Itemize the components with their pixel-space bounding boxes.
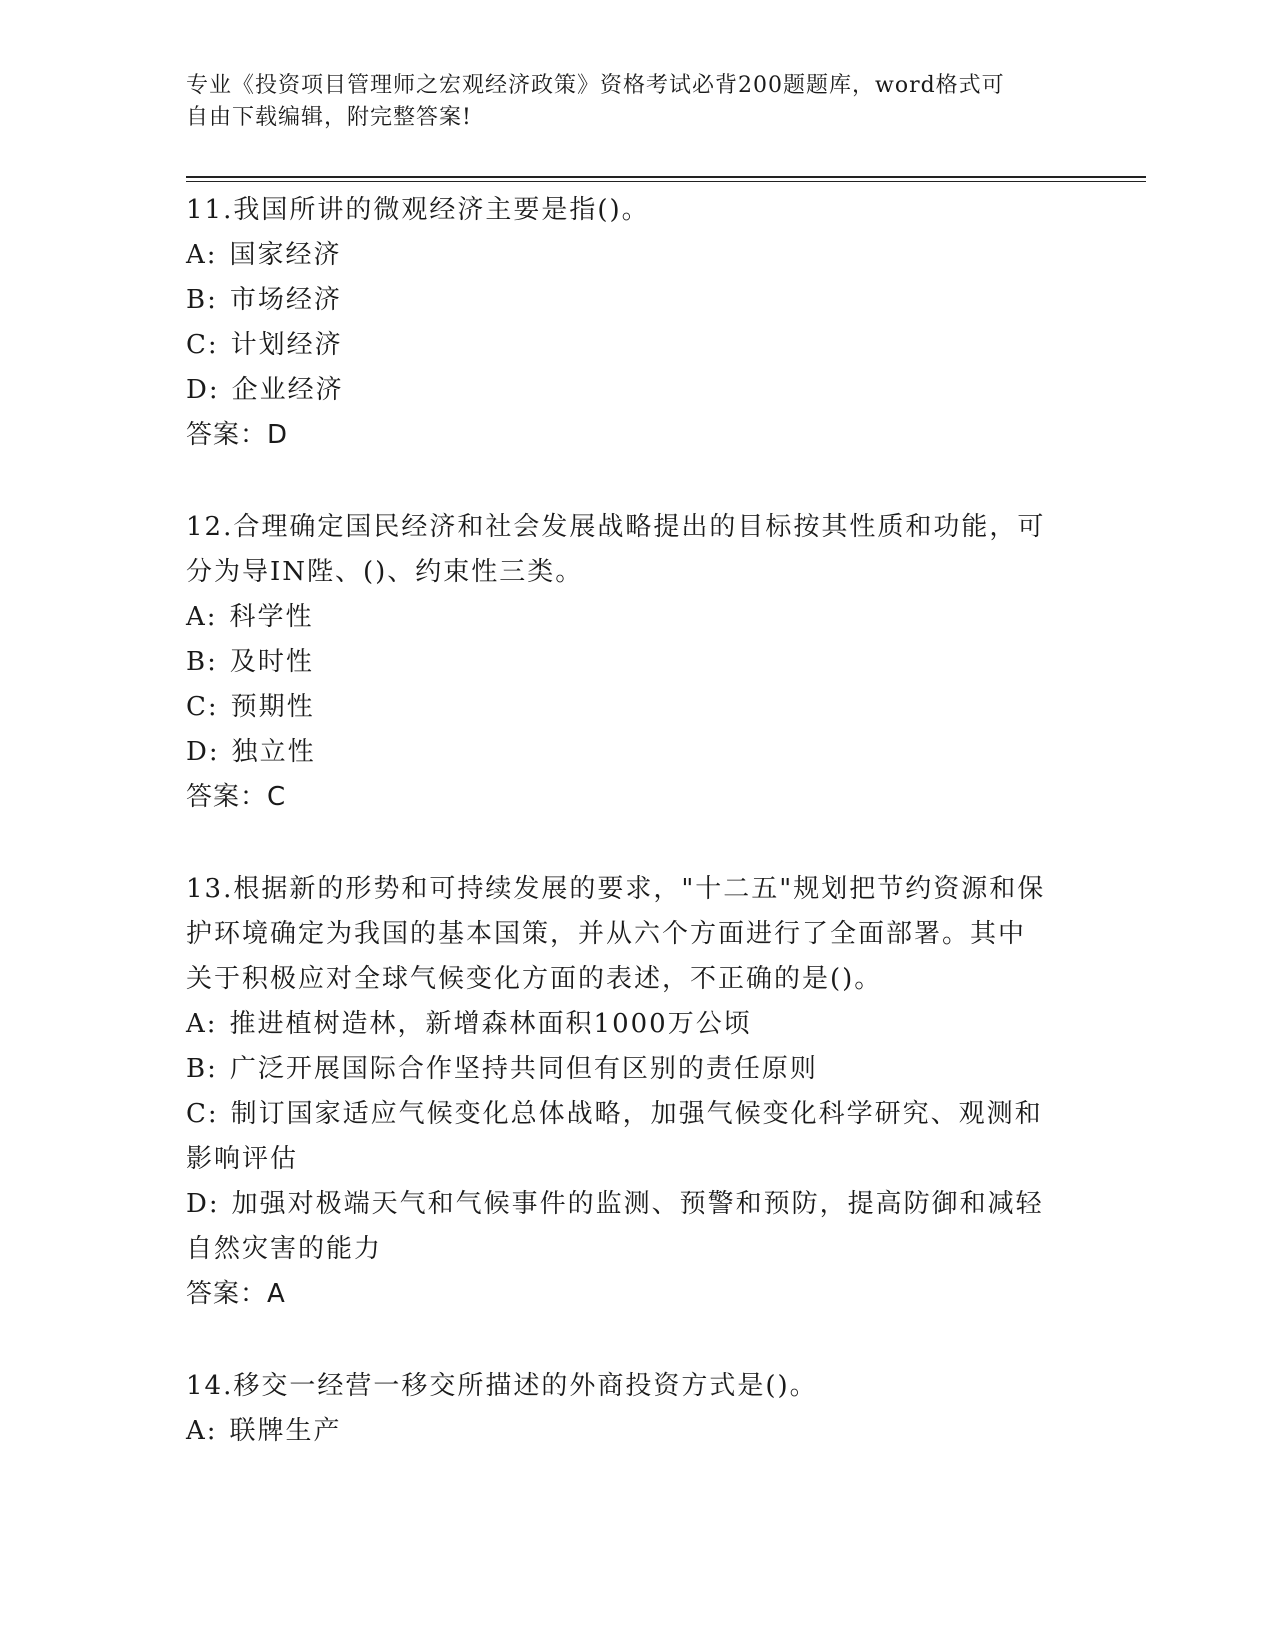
option-b: B: 广泛开展国际合作坚持共同但有区别的责任原则 [186, 1054, 818, 1084]
option-c: C: 制订国家适应气候变化总体战略，加强气候变化科学研究、观测和 [186, 1099, 1043, 1129]
question-stem: 12.合理确定国民经济和社会发展战略提出的目标按其性质和功能，可 [186, 512, 1046, 542]
question-13 [186, 867, 1066, 1317]
option-d: D: 企业经济 [186, 375, 344, 405]
option-a: A: 推进植树造林，新增森林面积1000万公顷 [186, 1009, 752, 1039]
answer: 答案：A [186, 1279, 286, 1309]
header-line-1: 专业《投资项目管理师之宏观经济政策》资格考试必背200题题库，word格式可 [186, 73, 1005, 98]
question-list [186, 188, 1066, 1454]
option-a: A: 科学性 [186, 602, 314, 632]
header-divider-thin [186, 181, 1146, 182]
question-stem-cont: 分为导IN陛、()、约束性三类。 [186, 557, 584, 587]
question-stem: 11.我国所讲的微观经济主要是指()。 [186, 195, 650, 225]
answer: 答案：D [186, 420, 289, 450]
option-c-cont: 影响评估 [186, 1144, 299, 1174]
option-b: B: 市场经济 [186, 285, 342, 315]
question-14 [186, 1364, 1066, 1454]
option-c: C: 预期性 [186, 692, 315, 722]
header-line-2: 自由下载编辑，附完整答案! [186, 105, 472, 130]
option-a: A: 国家经济 [186, 240, 342, 270]
option-d: D: 加强对极端天气和气候事件的监测、预警和预防，提高防御和减轻 [186, 1189, 1044, 1219]
question-stem-cont: 关于积极应对全球气候变化方面的表述，不正确的是()。 [186, 964, 883, 994]
question-stem: 14.移交一经营一移交所描述的外商投资方式是()。 [186, 1371, 818, 1401]
question-stem-cont: 护环境确定为我国的基本国策，并从六个方面进行了全面部署。其中 [186, 919, 1027, 949]
document-header [186, 70, 1066, 134]
option-a: A: 联牌生产 [186, 1416, 342, 1446]
option-b: B: 及时性 [186, 647, 314, 677]
option-d-cont: 自然灾害的能力 [186, 1234, 383, 1264]
question-11 [186, 188, 1066, 458]
question-stem: 13.根据新的形势和可持续发展的要求，"十二五"规划把节约资源和保 [186, 874, 1046, 904]
answer: 答案：C [186, 782, 287, 812]
option-d: D: 独立性 [186, 737, 316, 767]
header-divider-thick [186, 176, 1146, 178]
question-12 [186, 505, 1066, 820]
option-c: C: 计划经济 [186, 330, 343, 360]
